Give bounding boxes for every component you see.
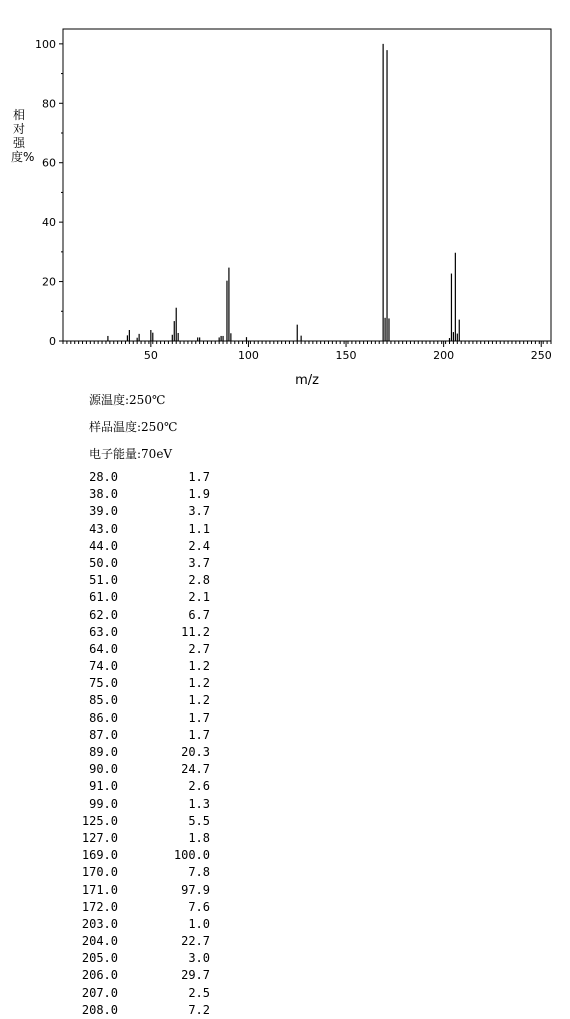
mz-value: 91.0: [89, 779, 118, 794]
relative-intensity-value: 6.7: [188, 607, 210, 622]
relative-intensity-value: 2.5: [188, 985, 210, 1000]
relative-intensity-value: 3.0: [188, 951, 210, 966]
relative-intensity-value: 1.2: [188, 676, 210, 691]
relative-intensity-value: 1.2: [188, 659, 210, 674]
relative-intensity-value: 2.4: [188, 538, 210, 553]
table-row: [70, 847, 210, 864]
relative-intensity-value: 1.0: [188, 916, 210, 931]
relative-intensity-value: 7.8: [188, 865, 210, 880]
mz-value: 43.0: [89, 521, 118, 536]
y-tick-label: 60: [42, 156, 56, 170]
relative-intensity-value: 20.3: [181, 745, 210, 759]
table-row: [70, 503, 210, 520]
table-row: [70, 538, 210, 555]
sample-temperature: 样品温度:250℃: [89, 420, 178, 434]
table-row: [70, 710, 210, 727]
relative-intensity-value: 7.2: [188, 1002, 210, 1017]
relative-intensity-value: 22.7: [181, 934, 210, 949]
table-row: [70, 624, 210, 641]
relative-intensity-value: 1.7: [188, 710, 210, 725]
mz-value: 86.0: [89, 710, 118, 725]
relative-intensity-value: 2.6: [188, 779, 210, 794]
relative-intensity-value: 1.2: [188, 693, 210, 708]
mz-value: 169.0: [81, 848, 118, 863]
table-row: [70, 778, 210, 795]
mz-value: 63.0: [89, 624, 118, 639]
relative-intensity-value: 1.8: [188, 830, 210, 845]
table-row: [70, 521, 210, 538]
table-row: [70, 985, 210, 1002]
mz-value: 38.0: [89, 487, 118, 502]
table-row: [70, 830, 210, 847]
mz-value: 39.0: [89, 504, 118, 519]
table-row: [70, 882, 210, 899]
mz-value: 208.0: [81, 1002, 118, 1017]
spectrum-peaks: [108, 44, 459, 341]
y-tick-label: 20: [42, 275, 56, 289]
relative-intensity-value: 3.7: [188, 555, 210, 570]
relative-intensity-value: 5.5: [188, 813, 210, 828]
mz-value: 90.0: [89, 762, 118, 777]
mz-value: 171.0: [81, 882, 118, 897]
table-row: [70, 864, 210, 881]
mass-spectrum-chart: [0, 0, 570, 388]
x-tick-label: 250: [530, 349, 552, 362]
table-row: [70, 572, 210, 589]
relative-intensity-value: 3.7: [188, 504, 210, 519]
y-tick-label: 40: [42, 216, 56, 230]
mz-value: 44.0: [89, 538, 118, 553]
table-row: [70, 796, 210, 813]
mz-value: 89.0: [89, 745, 118, 759]
peak-table: [70, 469, 210, 1019]
mz-value: 170.0: [81, 865, 118, 880]
mz-value: 75.0: [89, 676, 118, 691]
electron-energy: 电子能量:70eV: [89, 447, 173, 461]
mz-value: 125.0: [81, 813, 118, 828]
relative-intensity-value: 97.9: [181, 882, 210, 897]
y-axis: [35, 38, 63, 348]
table-row: [70, 692, 210, 709]
relative-intensity-value: 24.7: [181, 762, 210, 777]
mz-value: 205.0: [81, 951, 118, 966]
relative-intensity-value: 1.7: [188, 727, 210, 742]
relative-intensity-value: 1.1: [188, 521, 210, 536]
mz-value: 203.0: [81, 916, 118, 931]
x-tick-label: 100: [237, 349, 259, 362]
relative-intensity-value: 100.0: [173, 848, 210, 863]
mz-value: 127.0: [81, 830, 118, 845]
relative-intensity-value: 29.7: [181, 968, 210, 983]
x-tick-label: 200: [433, 349, 455, 362]
y-axis-label: 相对强度%: [11, 108, 35, 164]
relative-intensity-value: 2.8: [188, 573, 210, 588]
table-row: [70, 933, 210, 950]
mz-value: 99.0: [89, 796, 118, 811]
mz-value: 206.0: [81, 968, 118, 983]
table-row: [70, 469, 210, 486]
table-row: [70, 967, 210, 984]
table-row: [70, 1002, 210, 1019]
relative-intensity-value: 1.7: [188, 470, 210, 484]
y-tick-label: 80: [42, 97, 56, 111]
source-temperature: 源温度:250℃: [89, 393, 166, 407]
table-row: [70, 486, 210, 503]
mz-value: 87.0: [89, 727, 118, 742]
table-row: [70, 607, 210, 624]
table-row: [70, 813, 210, 830]
table-row: [70, 641, 210, 658]
x-tick-label: 50: [143, 349, 158, 362]
mz-value: 85.0: [89, 693, 118, 708]
x-tick-label: 150: [335, 349, 357, 362]
table-row: [70, 899, 210, 916]
mz-value: 207.0: [81, 985, 118, 1000]
relative-intensity-value: 2.1: [188, 590, 210, 605]
table-row: [70, 950, 210, 967]
table-row: [70, 916, 210, 933]
table-row: [70, 727, 210, 744]
mz-value: 204.0: [81, 934, 118, 949]
mz-value: 74.0: [89, 659, 118, 674]
mz-value: 61.0: [89, 590, 118, 605]
mz-value: 172.0: [81, 899, 118, 914]
relative-intensity-value: 1.3: [188, 796, 210, 811]
x-axis: [144, 341, 552, 362]
y-tick-label: 100: [35, 37, 56, 51]
mz-value: 64.0: [89, 641, 118, 656]
table-row: [70, 555, 210, 572]
plot-frame: [63, 29, 551, 341]
mz-value: 50.0: [89, 555, 118, 570]
table-row: [70, 589, 210, 606]
table-row: [70, 744, 210, 761]
relative-intensity-value: 2.7: [188, 641, 210, 656]
mz-value: 62.0: [89, 607, 118, 622]
relative-intensity-value: 11.2: [181, 624, 210, 639]
table-row: [70, 675, 210, 692]
y-tick-label: 0: [49, 335, 56, 348]
mz-value: 28.0: [89, 470, 118, 484]
table-row: [70, 761, 210, 778]
relative-intensity-value: 1.9: [188, 487, 210, 502]
relative-intensity-value: 7.6: [188, 899, 210, 914]
table-row: [70, 658, 210, 675]
x-axis-label: m/z: [295, 373, 319, 388]
mz-value: 51.0: [89, 573, 118, 588]
